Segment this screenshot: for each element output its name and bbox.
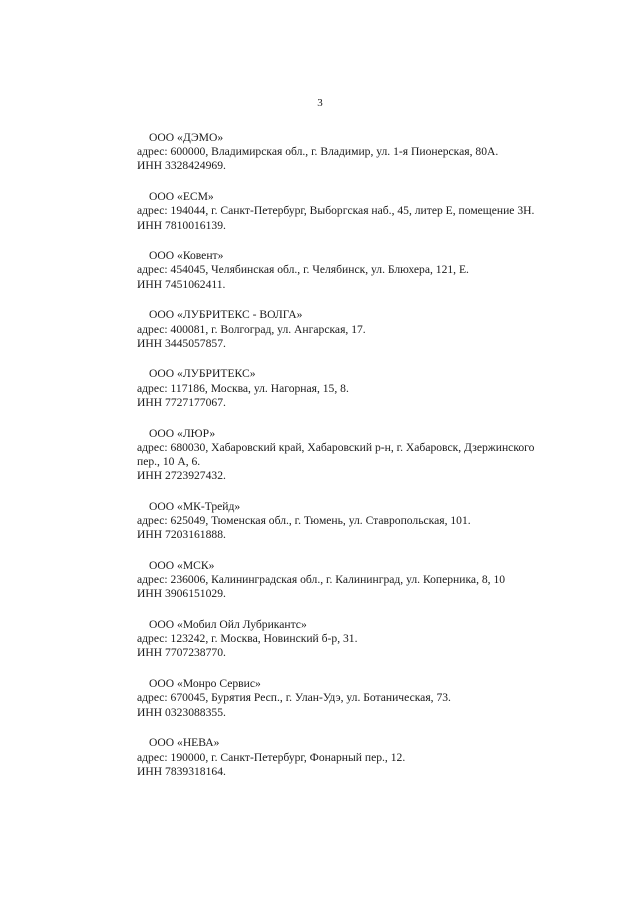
company-list: [137, 131, 547, 795]
company-inn: ИНН 7451062411.: [137, 277, 226, 291]
company-address: адрес: 680030, Хабаровский край, Хабаровский р-н, г. Хабаровск, Дзержинского пер., 10 А, 6.: [137, 440, 535, 468]
company-name: ООО «Монро Сервис»: [149, 677, 261, 691]
company-name: ООО «Мобил Ойл Лубрикантс»: [149, 618, 307, 632]
company-name: ООО «МК-Трейд»: [149, 499, 241, 513]
company-inn: ИНН 3328424969.: [137, 159, 226, 173]
company-address: адрес: 194044, г. Санкт-Петербург, Выборгская наб., 45, литер Е, помещение 3Н.: [137, 204, 535, 218]
company-entry-msk: [137, 559, 547, 602]
company-inn: ИНН 7839318164.: [137, 764, 226, 778]
company-name: ООО «ДЭМО»: [149, 131, 224, 144]
company-name: ООО «ЕСМ»: [149, 190, 214, 204]
company-address: адрес: 190000, г. Санкт-Петербург, Фонарный пер., 12.: [137, 750, 406, 764]
company-entry-monro-servis: [137, 677, 547, 720]
company-entry-kovent: [137, 249, 547, 292]
company-entry-lubriteks: [137, 367, 547, 410]
company-name: ООО «НЕВА»: [149, 736, 220, 750]
company-address: адрес: 600000, Владимирская обл., г. Владимир, ул. 1-я Пионерская, 80А.: [137, 145, 499, 159]
company-name: ООО «ЛЮР»: [149, 426, 216, 440]
company-inn: ИНН 3445057857.: [137, 336, 226, 350]
company-address: адрес: 236006, Калининградская обл., г. Калининград, ул. Коперника, 8, 10: [137, 573, 506, 587]
company-inn: ИНН 2723927432.: [137, 469, 226, 483]
company-entry-demo: [137, 131, 547, 174]
page-number: 3: [317, 97, 323, 109]
company-address: адрес: 454045, Челябинская обл., г. Челябинск, ул. Блюхера, 121, Е.: [137, 263, 469, 277]
company-inn: ИНН 7707238770.: [137, 646, 226, 660]
company-entry-esm: [137, 190, 547, 233]
company-name: ООО «МСК»: [149, 558, 215, 572]
company-entry-lyur: [137, 427, 547, 484]
company-inn: ИНН 7203161888.: [137, 528, 226, 542]
company-address: адрес: 625049, Тюменская обл., г. Тюмень, ул. Ставропольская, 101.: [137, 514, 471, 528]
company-inn: ИНН 0323088355.: [137, 705, 226, 719]
company-name: ООО «Ковент»: [149, 249, 224, 263]
company-address: адрес: 117186, Москва, ул. Нагорная, 15, 8.: [137, 381, 349, 395]
company-address: адрес: 123242, г. Москва, Новинский б-р, 31.: [137, 632, 358, 646]
company-name: ООО «ЛУБРИТЕКС»: [149, 367, 256, 381]
company-address: адрес: 670045, Бурятия Респ., г. Улан-Удэ, ул. Ботаническая, 73.: [137, 691, 451, 705]
company-name: ООО «ЛУБРИТЕКС - ВОЛГА»: [149, 308, 303, 322]
company-address: адрес: 400081, г. Волгоград, ул. Ангарская, 17.: [137, 322, 366, 336]
company-inn: ИНН 7810016139.: [137, 218, 226, 232]
company-entry-mk-treid: [137, 500, 547, 543]
company-inn: ИНН 3906151029.: [137, 587, 226, 601]
company-entry-lubriteks-volga: [137, 308, 547, 351]
company-entry-mobil-oil: [137, 618, 547, 661]
company-entry-neva: [137, 736, 547, 779]
company-inn: ИНН 7727177067.: [137, 395, 226, 409]
